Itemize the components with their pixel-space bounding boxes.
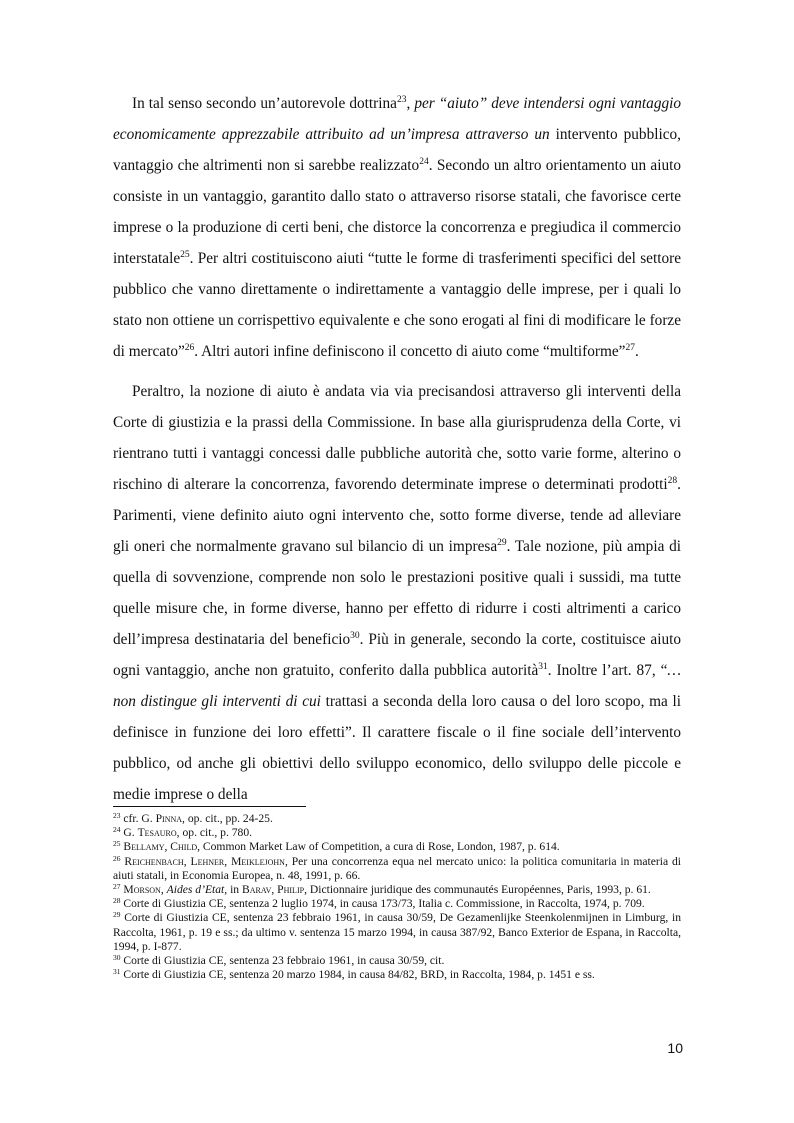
footnote-ref: 31	[113, 967, 121, 977]
italic-run: …non distingue gli interventi di cui	[113, 662, 681, 710]
footnote-ref: 23	[396, 95, 407, 105]
text-run: Corte di Giustizia CE, sentenza 2 luglio 1974, in causa 173/73, Italia c. Commissione, in Raccolta, 1974, p. 709.	[120, 897, 645, 911]
footnote-30	[113, 954, 681, 968]
text-run: . Secondo un altro orientamento un aiuto consiste in un vantaggio, garantito dallo stato o attraverso risorse statali, che favorisce certe imprese o la produzione di certi beni, che distorce la concorrenza e pregiudica il commercio interstatale	[113, 157, 681, 267]
author-name: Philip	[277, 883, 305, 897]
page-body	[113, 88, 681, 810]
author-name: Tesauro	[137, 826, 177, 840]
text-run: cfr. G.	[120, 812, 156, 825]
text-run: intervento pubblico, vantaggio che altrimenti non si sarebbe realizzato	[113, 126, 681, 174]
text-run: .	[634, 343, 639, 360]
text-run: , Per una concorrenza equa nel mercato unico: la politica comunitaria in materia di aiuti statali, in Economia Europea, n. 48, 1991, p. 66.	[113, 854, 682, 882]
footnote-24	[113, 826, 681, 840]
author-name: Lehner	[190, 854, 225, 868]
text-run: , Dictionnaire juridique des communautés Européennes, Paris, 1993, p. 61.	[304, 883, 651, 897]
text-run: ,	[160, 883, 167, 897]
text-run: . Tale nozione, più ampia di quella di sovvenzione, comprende non solo le prestazioni positive quali i sussidi, ma tutte quelle misure che, in forme diverse, hanno per effetto di ridurre i costi altrimenti a carico dell’impresa destinataria del beneficio	[113, 538, 681, 648]
text-run: trattasi a seconda della loro causa o del loro scopo, ma li definisce in funzione dei loro effetti”. Il carattere fiscale o il fine sociale dell’intervento pubblico, od anche gli obiettivi dello sviluppo economico, dello sviluppo delle piccole e medie imprese o della	[113, 693, 681, 803]
footnote-ref: 26	[113, 853, 121, 863]
paragraph-2	[113, 376, 681, 810]
text-run: , op. cit., pp. 24-25.	[182, 812, 273, 825]
author-name: Child	[170, 840, 198, 854]
text-run: , in	[224, 883, 242, 897]
footnote-23	[113, 812, 681, 826]
footnote-ref: 25	[113, 839, 121, 849]
text-run: Corte di Giustizia CE, sentenza 20 marzo 1984, in causa 84/82, BRD, in Raccolta, 1984, p. 1451 e ss.	[120, 968, 595, 982]
text-run: . Per altri costituiscono aiuti “tutte le forme di trasferimenti specifici del settore pubblico che vanno direttamente o indirettamente a vantaggio delle imprese, per i quali lo stato non ottiene un corrispettivo equivalente e che sono erogati al fini di modificare le forze di mercato”	[113, 250, 681, 360]
author-name: Reichenbach	[124, 854, 184, 868]
footnote-separator	[113, 806, 306, 807]
text-run: ,	[164, 840, 171, 854]
author-name: Morson	[123, 883, 161, 897]
footnote-27	[113, 883, 681, 897]
author-name: Meiklejohn	[231, 854, 285, 868]
footnote-ref: 24	[419, 157, 429, 167]
text-run: ,	[271, 883, 278, 897]
text-run: , Common Market Law of Competition, a cura di Rose, London, 1987, p. 614.	[197, 840, 560, 854]
footnote-ref: 30	[350, 631, 360, 641]
footnote-ref: 27	[113, 882, 121, 892]
footnote-29	[113, 911, 681, 954]
footnote-ref: 29	[113, 910, 121, 920]
text-run: Corte di Giustizia CE, sentenza 23 febbraio 1961, in causa 30/59, De Gezamenlijke Steenkolenmijnen in Limburg, in Raccolta, 1961, p. 19 e ss.; da ultimo v. sentenza 15 marzo 1994, in causa 387/92, Banco Exterior de Espana, in Raccolta, 1994, p. I-877.	[113, 911, 681, 953]
text-run: G.	[120, 826, 138, 840]
italic-run: Aides d’Etat	[166, 883, 225, 897]
text-run: . Inoltre l’art. 87, “	[547, 662, 668, 679]
italic-run: per “aiuto” deve intendersi ogni vantaggio economicamente apprezzabile attribuito ad un’impresa attraverso un	[113, 95, 682, 143]
footnote-28	[113, 897, 681, 911]
author-name: Pinna	[155, 812, 183, 825]
footnote-ref: 29	[497, 538, 507, 548]
footnote-ref: 28	[113, 896, 121, 906]
footnote-25	[113, 840, 681, 854]
footnote-26	[113, 855, 681, 883]
text-run: . Parimenti, viene definito aiuto ogni intervento che, sotto forme diverse, tende ad alleviare gli oneri che normalmente gravano sul bilancio di un impresa	[113, 476, 681, 555]
footnote-ref: 31	[538, 662, 548, 672]
footnote-ref: 30	[113, 953, 121, 963]
text-run: Corte di Giustizia CE, sentenza 23 febbraio 1961, in causa 30/59, cit.	[120, 954, 445, 968]
footnotes	[113, 812, 681, 982]
text-run: ,	[224, 854, 232, 868]
footnote-ref: 25	[180, 250, 190, 260]
page-number: 10	[667, 1040, 683, 1056]
author-name: Bellamy	[123, 840, 165, 854]
text-run: . Altri autori infine definiscono il concetto di aiuto come “multiforme”	[194, 343, 626, 360]
text-run: ,	[406, 95, 415, 112]
footnote-ref: 26	[184, 343, 195, 353]
footnote-ref: 27	[625, 343, 635, 353]
footnote-ref: 23	[113, 811, 121, 820]
paragraph-1	[113, 88, 681, 367]
footnote-31	[113, 968, 681, 982]
text-run: . Più in generale, secondo la corte, costituisce aiuto ogni vantaggio, anche non gratuito, conferito dalla pubblica autorità	[113, 631, 681, 679]
footnote-ref: 28	[667, 476, 678, 486]
text-run: ,	[183, 854, 191, 868]
text-run: Peraltro, la nozione di aiuto è andata via via precisandosi attraverso gli interventi della Corte di giustizia e la prassi della Commissione. In base alla giurisprudenza della Corte, vi rientrano tutti i vantaggi concessi dalle pubbliche autorità che, sotto varie forme, alterino o rischino di alterare la concorrenza, favorendo determinate imprese o determinati prodotti	[113, 383, 681, 493]
text-run: In tal senso secondo un’autorevole dottrina	[132, 95, 397, 112]
author-name: Barav	[242, 883, 272, 897]
footnote-ref: 24	[113, 825, 121, 835]
text-run: , op. cit., p. 780.	[176, 826, 253, 840]
